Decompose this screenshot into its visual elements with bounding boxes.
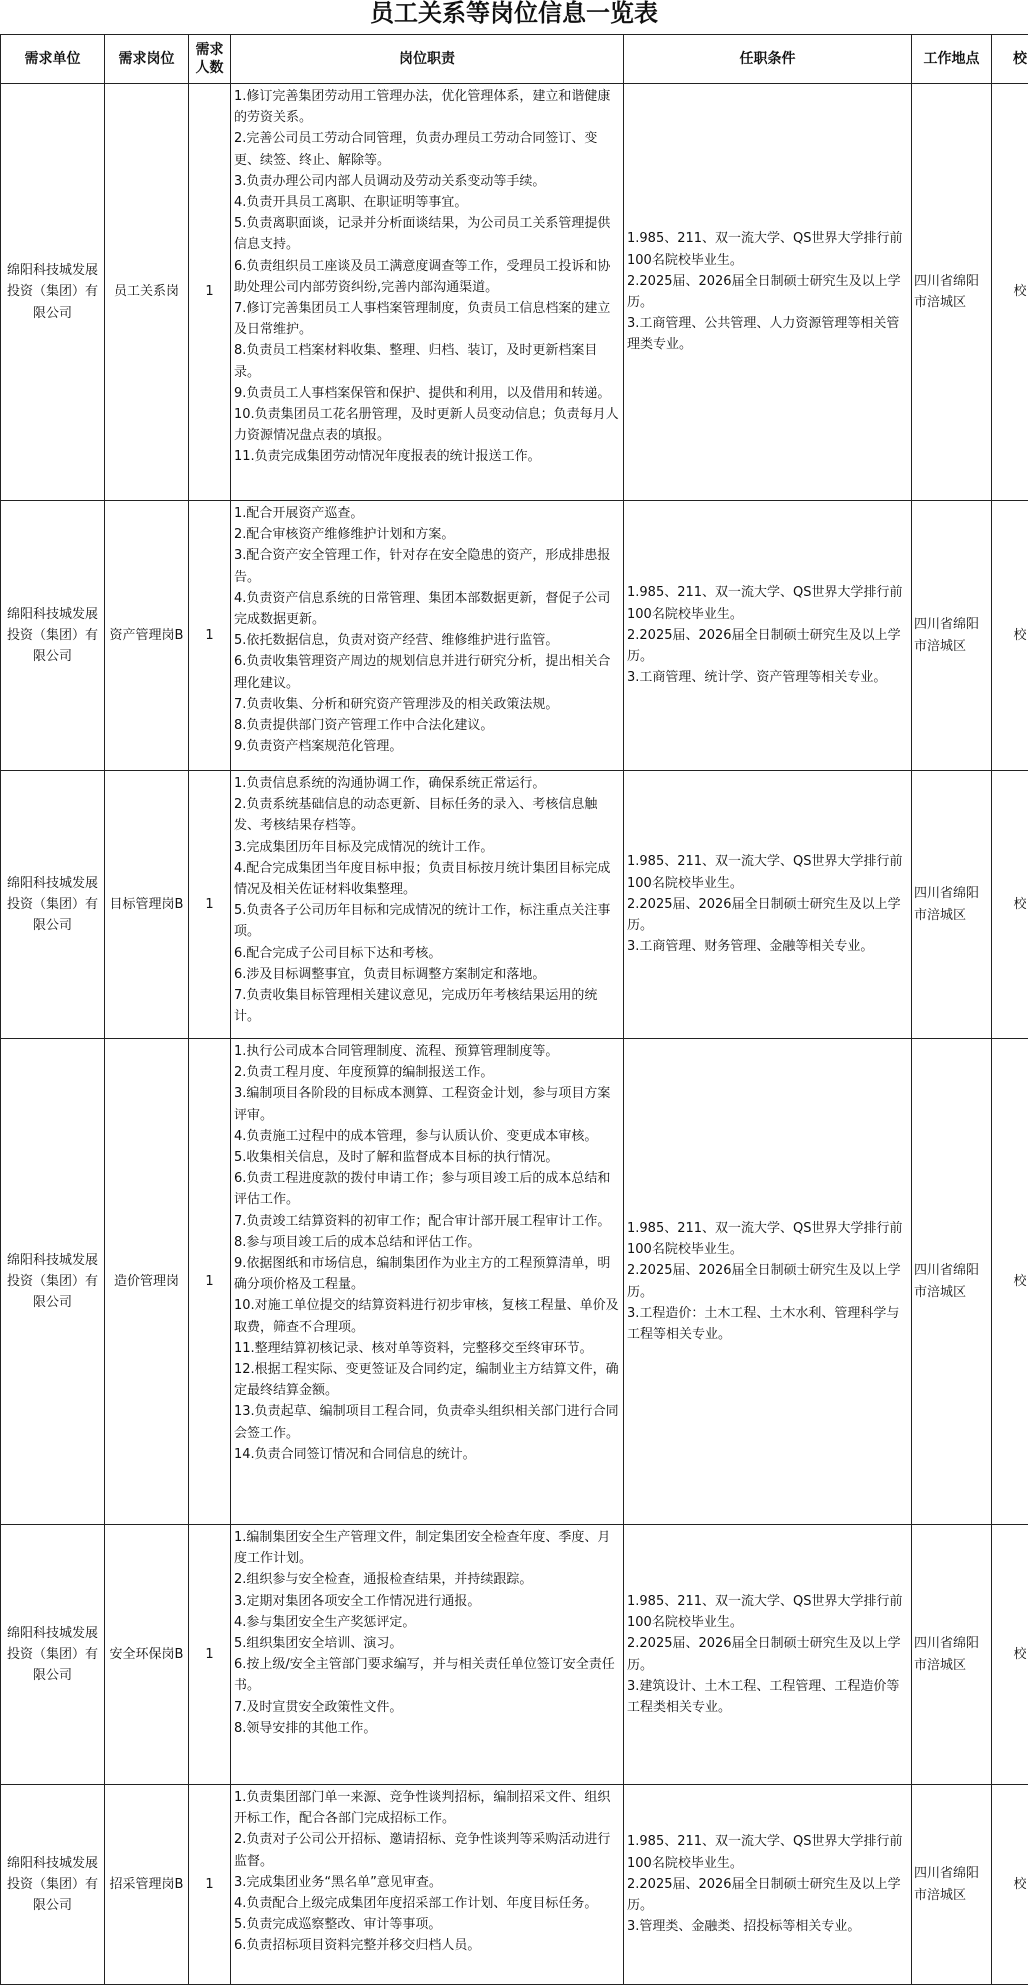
duty-item: 6.配合完成子公司目标下达和考核。	[234, 943, 621, 964]
duty-item: 7.及时宣贯安全政策性文件。	[234, 1697, 621, 1718]
duty-item: 2.负责工程月度、年度预算的编制报送工作。	[234, 1062, 621, 1083]
row-location: 四川省绵阳市涪城区	[912, 84, 992, 501]
header-extra: 校	[992, 35, 1028, 84]
positions-table	[0, 34, 1028, 1985]
duty-item: 9.负责资产档案规范化管理。	[234, 736, 621, 757]
duty-item: 4.负责资产信息系统的日常管理、集团本部数据更新，督促子公司完成数据更新。	[234, 588, 621, 630]
requirement-item: 3.管理类、金融类、招投标等相关专业。	[627, 1916, 909, 1937]
duty-item: 1.执行公司成本合同管理制度、流程、预算管理制度等。	[234, 1041, 621, 1062]
duty-item: 5.负责完成巡察整改、审计等事项。	[234, 1914, 621, 1935]
duty-item: 5.组织集团安全培训、演习。	[234, 1633, 621, 1654]
header-requirements: 任职条件	[624, 35, 912, 84]
duty-item: 11.负责完成集团劳动情况年度报表的统计报送工作。	[234, 446, 621, 467]
duty-item: 4.负责开具员工离职、在职证明等事宜。	[234, 192, 621, 213]
row-post: 造价管理岗	[105, 1039, 189, 1525]
duty-item: 3.配合资产安全管理工作，针对存在安全隐患的资产，形成排患报告。	[234, 545, 621, 587]
duty-item: 7.负责竣工结算资料的初审工作；配合审计部开展工程审计工作。	[234, 1211, 621, 1232]
duty-item: 8.领导安排的其他工作。	[234, 1718, 621, 1739]
row-count: 1	[189, 1525, 231, 1785]
row-post: 招采管理岗B	[105, 1785, 189, 1985]
duty-item: 1.负责集团部门单一来源、竞争性谈判招标，编制招采文件、组织开标工作，配合各部门完成招标工作。	[234, 1787, 621, 1829]
duty-item: 3.定期对集团各项安全工作情况进行通报。	[234, 1591, 621, 1612]
header-post: 需求岗位	[105, 35, 189, 84]
duty-item: 14.负责合同签订情况和合同信息的统计。	[234, 1444, 621, 1465]
duty-item: 3.完成集团业务“黑名单”意见审查。	[234, 1872, 621, 1893]
duty-item: 3.负责办理公司内部人员调动及劳动关系变动等手续。	[234, 171, 621, 192]
duty-item: 13.负责起草、编制项目工程合同，负责牵头组织相关部门进行合同会签工作。	[234, 1401, 621, 1443]
duty-item: 8.负责员工档案材料收集、整理、归档、装订，及时更新档案目录。	[234, 340, 621, 382]
duty-item: 11.整理结算初核记录、核对单等资料，完整移交至终审环节。	[234, 1338, 621, 1359]
header-unit: 需求单位	[1, 35, 105, 84]
row-location: 四川省绵阳市涪城区	[912, 771, 992, 1039]
row-unit: 绵阳科技城发展投资（集团）有限公司	[1, 501, 105, 771]
row-location: 四川省绵阳市涪城区	[912, 1525, 992, 1785]
duty-item: 5.负责离职面谈，记录并分析面谈结果，为公司员工关系管理提供信息支持。	[234, 213, 621, 255]
header-location: 工作地点	[912, 35, 992, 84]
row-unit: 绵阳科技城发展投资（集团）有限公司	[1, 771, 105, 1039]
row-extra: 校	[992, 1785, 1028, 1985]
table-header-row	[0, 35, 1028, 84]
duty-item: 4.负责施工过程中的成本管理，参与认质认价、变更成本审核。	[234, 1126, 621, 1147]
duty-item: 2.组织参与安全检查，通报检查结果，并持续跟踪。	[234, 1569, 621, 1590]
duty-item: 5.负责各子公司历年目标和完成情况的统计工作，标注重点关注事项。	[234, 900, 621, 942]
requirement-item: 1.985、211、双一流大学、QS世界大学排行前100名院校毕业生。	[627, 1218, 909, 1260]
page-title: 员工关系等岗位信息一览表	[0, 0, 1028, 34]
row-extra: 校	[992, 1039, 1028, 1525]
table-row	[0, 1525, 1028, 1785]
table-row	[0, 1785, 1028, 1985]
duty-item: 1.编制集团安全生产管理文件，制定集团安全检查年度、季度、月度工作计划。	[234, 1527, 621, 1569]
row-unit: 绵阳科技城发展投资（集团）有限公司	[1, 1525, 105, 1785]
duty-item: 9.依据图纸和市场信息，编制集团作为业主方的工程预算清单，明确分项价格及工程量。	[234, 1253, 621, 1295]
row-location: 四川省绵阳市涪城区	[912, 1039, 992, 1525]
duty-item: 8.参与项目竣工后的成本总结和评估工作。	[234, 1232, 621, 1253]
duty-item: 1.负责信息系统的沟通协调工作，确保系统正常运行。	[234, 773, 621, 794]
duty-item: 1.修订完善集团劳动用工管理办法，优化管理体系，建立和谐健康的劳资关系。	[234, 86, 621, 128]
row-requirements	[624, 501, 912, 771]
duty-item: 10.负责集团员工花名册管理，及时更新人员变动信息；负责每月人力资源情况盘点表的填报。	[234, 404, 621, 446]
duty-item: 8.负责提供部门资产管理工作中合法化建议。	[234, 715, 621, 736]
requirement-item: 2.2025届、2026届全日制硕士研究生及以上学历。	[627, 625, 909, 667]
row-extra: 校	[992, 84, 1028, 501]
requirement-item: 1.985、211、双一流大学、QS世界大学排行前100名院校毕业生。	[627, 1591, 909, 1633]
header-count: 需求人数	[189, 35, 231, 84]
requirement-item: 3.工商管理、公共管理、人力资源管理等相关管理类专业。	[627, 313, 909, 355]
duty-item: 6.负责组织员工座谈及员工满意度调查等工作，受理员工投诉和协助处理公司内部劳资纠纷,完善内部沟通渠道。	[234, 256, 621, 298]
row-unit: 绵阳科技城发展投资（集团）有限公司	[1, 1785, 105, 1985]
row-extra: 校	[992, 501, 1028, 771]
requirement-item: 1.985、211、双一流大学、QS世界大学排行前100名院校毕业生。	[627, 1831, 909, 1873]
row-requirements	[624, 84, 912, 501]
duty-item: 3.编制项目各阶段的目标成本测算、工程资金计划，参与项目方案评审。	[234, 1083, 621, 1125]
requirement-item: 2.2025届、2026届全日制硕士研究生及以上学历。	[627, 894, 909, 936]
duty-item: 2.配合审核资产维修维护计划和方案。	[234, 524, 621, 545]
duty-item: 3.完成集团历年目标及完成情况的统计工作。	[234, 837, 621, 858]
row-requirements	[624, 1525, 912, 1785]
requirement-item: 2.2025届、2026届全日制硕士研究生及以上学历。	[627, 1874, 909, 1916]
duty-item: 6.负责招标项目资料完整并移交归档人员。	[234, 1935, 621, 1956]
header-duties: 岗位职责	[231, 35, 624, 84]
row-duties	[231, 84, 624, 501]
duty-item: 6.负责工程进度款的拨付申请工作；参与项目竣工后的成本总结和评估工作。	[234, 1168, 621, 1210]
requirement-item: 3.建筑设计、土木工程、工程管理、工程造价等工程类相关专业。	[627, 1676, 909, 1718]
row-unit: 绵阳科技城发展投资（集团）有限公司	[1, 84, 105, 501]
duty-item: 12.根据工程实际、变更签证及合同约定，编制业主方结算文件，确定最终结算金额。	[234, 1359, 621, 1401]
row-count: 1	[189, 1039, 231, 1525]
duty-item: 10.对施工单位提交的结算资料进行初步审核，复核工程量、单价及取费，筛查不合理项。	[234, 1295, 621, 1337]
row-location: 四川省绵阳市涪城区	[912, 501, 992, 771]
row-requirements	[624, 1785, 912, 1985]
duty-item: 6.按上级/安全主管部门要求编写，并与相关责任单位签订安全责任书。	[234, 1654, 621, 1696]
row-duties	[231, 1785, 624, 1985]
requirement-item: 1.985、211、双一流大学、QS世界大学排行前100名院校毕业生。	[627, 851, 909, 893]
row-requirements	[624, 771, 912, 1039]
duty-item: 6.涉及目标调整事宜，负责目标调整方案制定和落地。	[234, 964, 621, 985]
table-row	[0, 84, 1028, 501]
duty-item: 2.负责对子公司公开招标、邀请招标、竞争性谈判等采购活动进行监督。	[234, 1829, 621, 1871]
duty-item: 5.依托数据信息，负责对资产经营、维修维护进行监管。	[234, 630, 621, 651]
row-post: 资产管理岗B	[105, 501, 189, 771]
duty-item: 7.负责收集、分析和研究资产管理涉及的相关政策法规。	[234, 694, 621, 715]
requirement-item: 3.工商管理、统计学、资产管理等相关专业。	[627, 667, 909, 688]
row-unit: 绵阳科技城发展投资（集团）有限公司	[1, 1039, 105, 1525]
row-post: 目标管理岗B	[105, 771, 189, 1039]
requirement-item: 2.2025届、2026届全日制硕士研究生及以上学历。	[627, 1633, 909, 1675]
duty-item: 1.配合开展资产巡查。	[234, 503, 621, 524]
row-post: 安全环保岗B	[105, 1525, 189, 1785]
duty-item: 4.参与集团安全生产奖惩评定。	[234, 1612, 621, 1633]
duty-item: 5.收集相关信息，及时了解和监督成本目标的执行情况。	[234, 1147, 621, 1168]
row-count: 1	[189, 84, 231, 501]
table-row	[0, 771, 1028, 1039]
requirement-item: 1.985、211、双一流大学、QS世界大学排行前100名院校毕业生。	[627, 228, 909, 270]
table-row	[0, 1039, 1028, 1525]
duty-item: 4.配合完成集团当年度目标申报；负责目标按月统计集团目标完成情况及相关佐证材料收集整理。	[234, 858, 621, 900]
row-count: 1	[189, 771, 231, 1039]
row-post: 员工关系岗	[105, 84, 189, 501]
row-duties	[231, 1525, 624, 1785]
row-duties	[231, 501, 624, 771]
duty-item: 6.负责收集管理资产周边的规划信息并进行研究分析，提出相关合理化建议。	[234, 651, 621, 693]
requirement-item: 3.工商管理、财务管理、金融等相关专业。	[627, 936, 909, 957]
row-location: 四川省绵阳市涪城区	[912, 1785, 992, 1985]
requirement-item: 2.2025届、2026届全日制硕士研究生及以上学历。	[627, 271, 909, 313]
duty-item: 7.负责收集目标管理相关建议意见，完成历年考核结果运用的统计。	[234, 985, 621, 1027]
requirement-item: 3.工程造价：土木工程、土木水利、管理科学与工程等相关专业。	[627, 1303, 909, 1345]
row-requirements	[624, 1039, 912, 1525]
duty-item: 2.完善公司员工劳动合同管理，负责办理员工劳动合同签订、变更、续签、终止、解除等。	[234, 128, 621, 170]
duty-item: 7.修订完善集团员工人事档案管理制度，负责员工信息档案的建立及日常维护。	[234, 298, 621, 340]
row-count: 1	[189, 1785, 231, 1985]
row-duties	[231, 771, 624, 1039]
row-count: 1	[189, 501, 231, 771]
requirement-item: 1.985、211、双一流大学、QS世界大学排行前100名院校毕业生。	[627, 582, 909, 624]
requirement-item: 2.2025届、2026届全日制硕士研究生及以上学历。	[627, 1260, 909, 1302]
row-extra: 校	[992, 1525, 1028, 1785]
table-row	[0, 501, 1028, 771]
row-duties	[231, 1039, 624, 1525]
duty-item: 4.负责配合上级完成集团年度招采部工作计划、年度目标任务。	[234, 1893, 621, 1914]
row-extra: 校	[992, 771, 1028, 1039]
duty-item: 9.负责员工人事档案保管和保护、提供和利用，以及借用和转递。	[234, 383, 621, 404]
duty-item: 2.负责系统基础信息的动态更新、目标任务的录入、考核信息触发、考核结果存档等。	[234, 794, 621, 836]
